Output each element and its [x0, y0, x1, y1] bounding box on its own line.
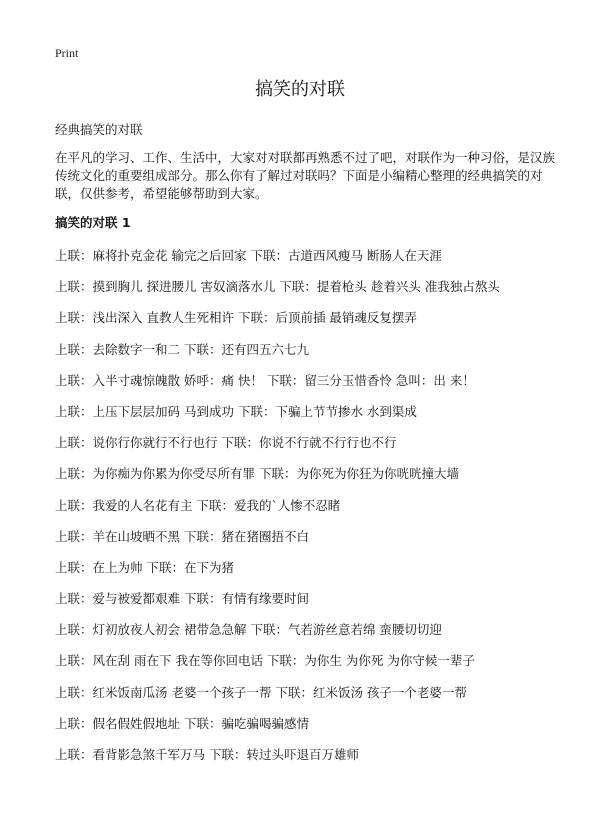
couplet-line: 上联：入半寸魂惊魄散 娇呼：痛 快！ 下联：留三分玉惜香怜 急叫：出 来！	[55, 372, 475, 388]
couplet-line: 上联：假名假姓假地址 下联：骗吃骗喝骗感情	[55, 715, 309, 731]
couplet-line: 上联：在上为帅 下联：在下为猪	[55, 559, 234, 575]
couplet-line: 上联：麻将扑克金花 输完之后回家 下联：古道西风瘦马 断肠人在天涯	[55, 248, 442, 263]
couplet-line: 上联：浅出深入 直教人生死相许 下联：后顶前插 最销魂反复摆弄	[55, 310, 417, 326]
article-subtitle: 经典搞笑的对联	[55, 122, 143, 137]
couplet-list	[55, 246, 575, 776]
couplet-line: 上联：去除数字一和二 下联：还有四五六七九	[55, 341, 309, 357]
couplet-line: 上联：说你行你就行不行也行 下联：你说不行就不行行也不行	[55, 435, 397, 451]
intro-paragraph: 在平凡的学习、工作、生活中，大家对对联都再熟悉不过了吧，对联作为一种习俗，是汉族传统文化的重要组成部分。那么你有了解过对联吗？下面是小编精心整理的经典搞笑的对联，仅供参考，希望能够帮助到大家。	[55, 150, 556, 201]
print-label[interactable]: Print	[55, 46, 79, 60]
couplet-line: 上联：爱与被爱都艰难 下联：有情有缘要时间	[55, 591, 309, 607]
couplet-line: 上联：为你痴为你累为你受尽所有罪 下联：为你死为你狂为你咣咣撞大墙	[55, 466, 459, 482]
couplet-line: 上联：风在刮 雨在下 我在等你回电话 下联：为你生 为你死 为你守候一辈子	[55, 653, 475, 669]
page-title: 搞笑的对联	[255, 79, 345, 100]
couplet-line: 上联：灯初放夜人初会 裙带急急解 下联：气若游丝意若绵 蛮腰切切迎	[55, 622, 442, 638]
couplet-line: 上联：看背影急煞千军万马 下联：转过头吓退百万雄师	[55, 747, 359, 762]
couplet-line: 上联：羊在山坡晒不黑 下联：猪在猪圈捂不白	[55, 528, 309, 544]
couplet-line: 上联：摸到胸儿 探进腰儿 害奴滴落水儿 下联：提着枪头 趁着兴头 准我独占熬头	[55, 279, 500, 295]
couplet-line: 上联：上压下层层加码 马到成功 下联：下骗上节节掺水 水到渠成	[55, 403, 417, 419]
section-heading: 搞笑的对联 1	[55, 215, 131, 230]
couplet-line: 上联：红米饭南瓜汤 老婆一个孩子一帮 下联：红米饭汤 孩子一个老婆一帮	[55, 684, 467, 700]
couplet-line: 上联：我爱的人名花有主 下联：爱我的`人惨不忍睹	[55, 497, 341, 513]
